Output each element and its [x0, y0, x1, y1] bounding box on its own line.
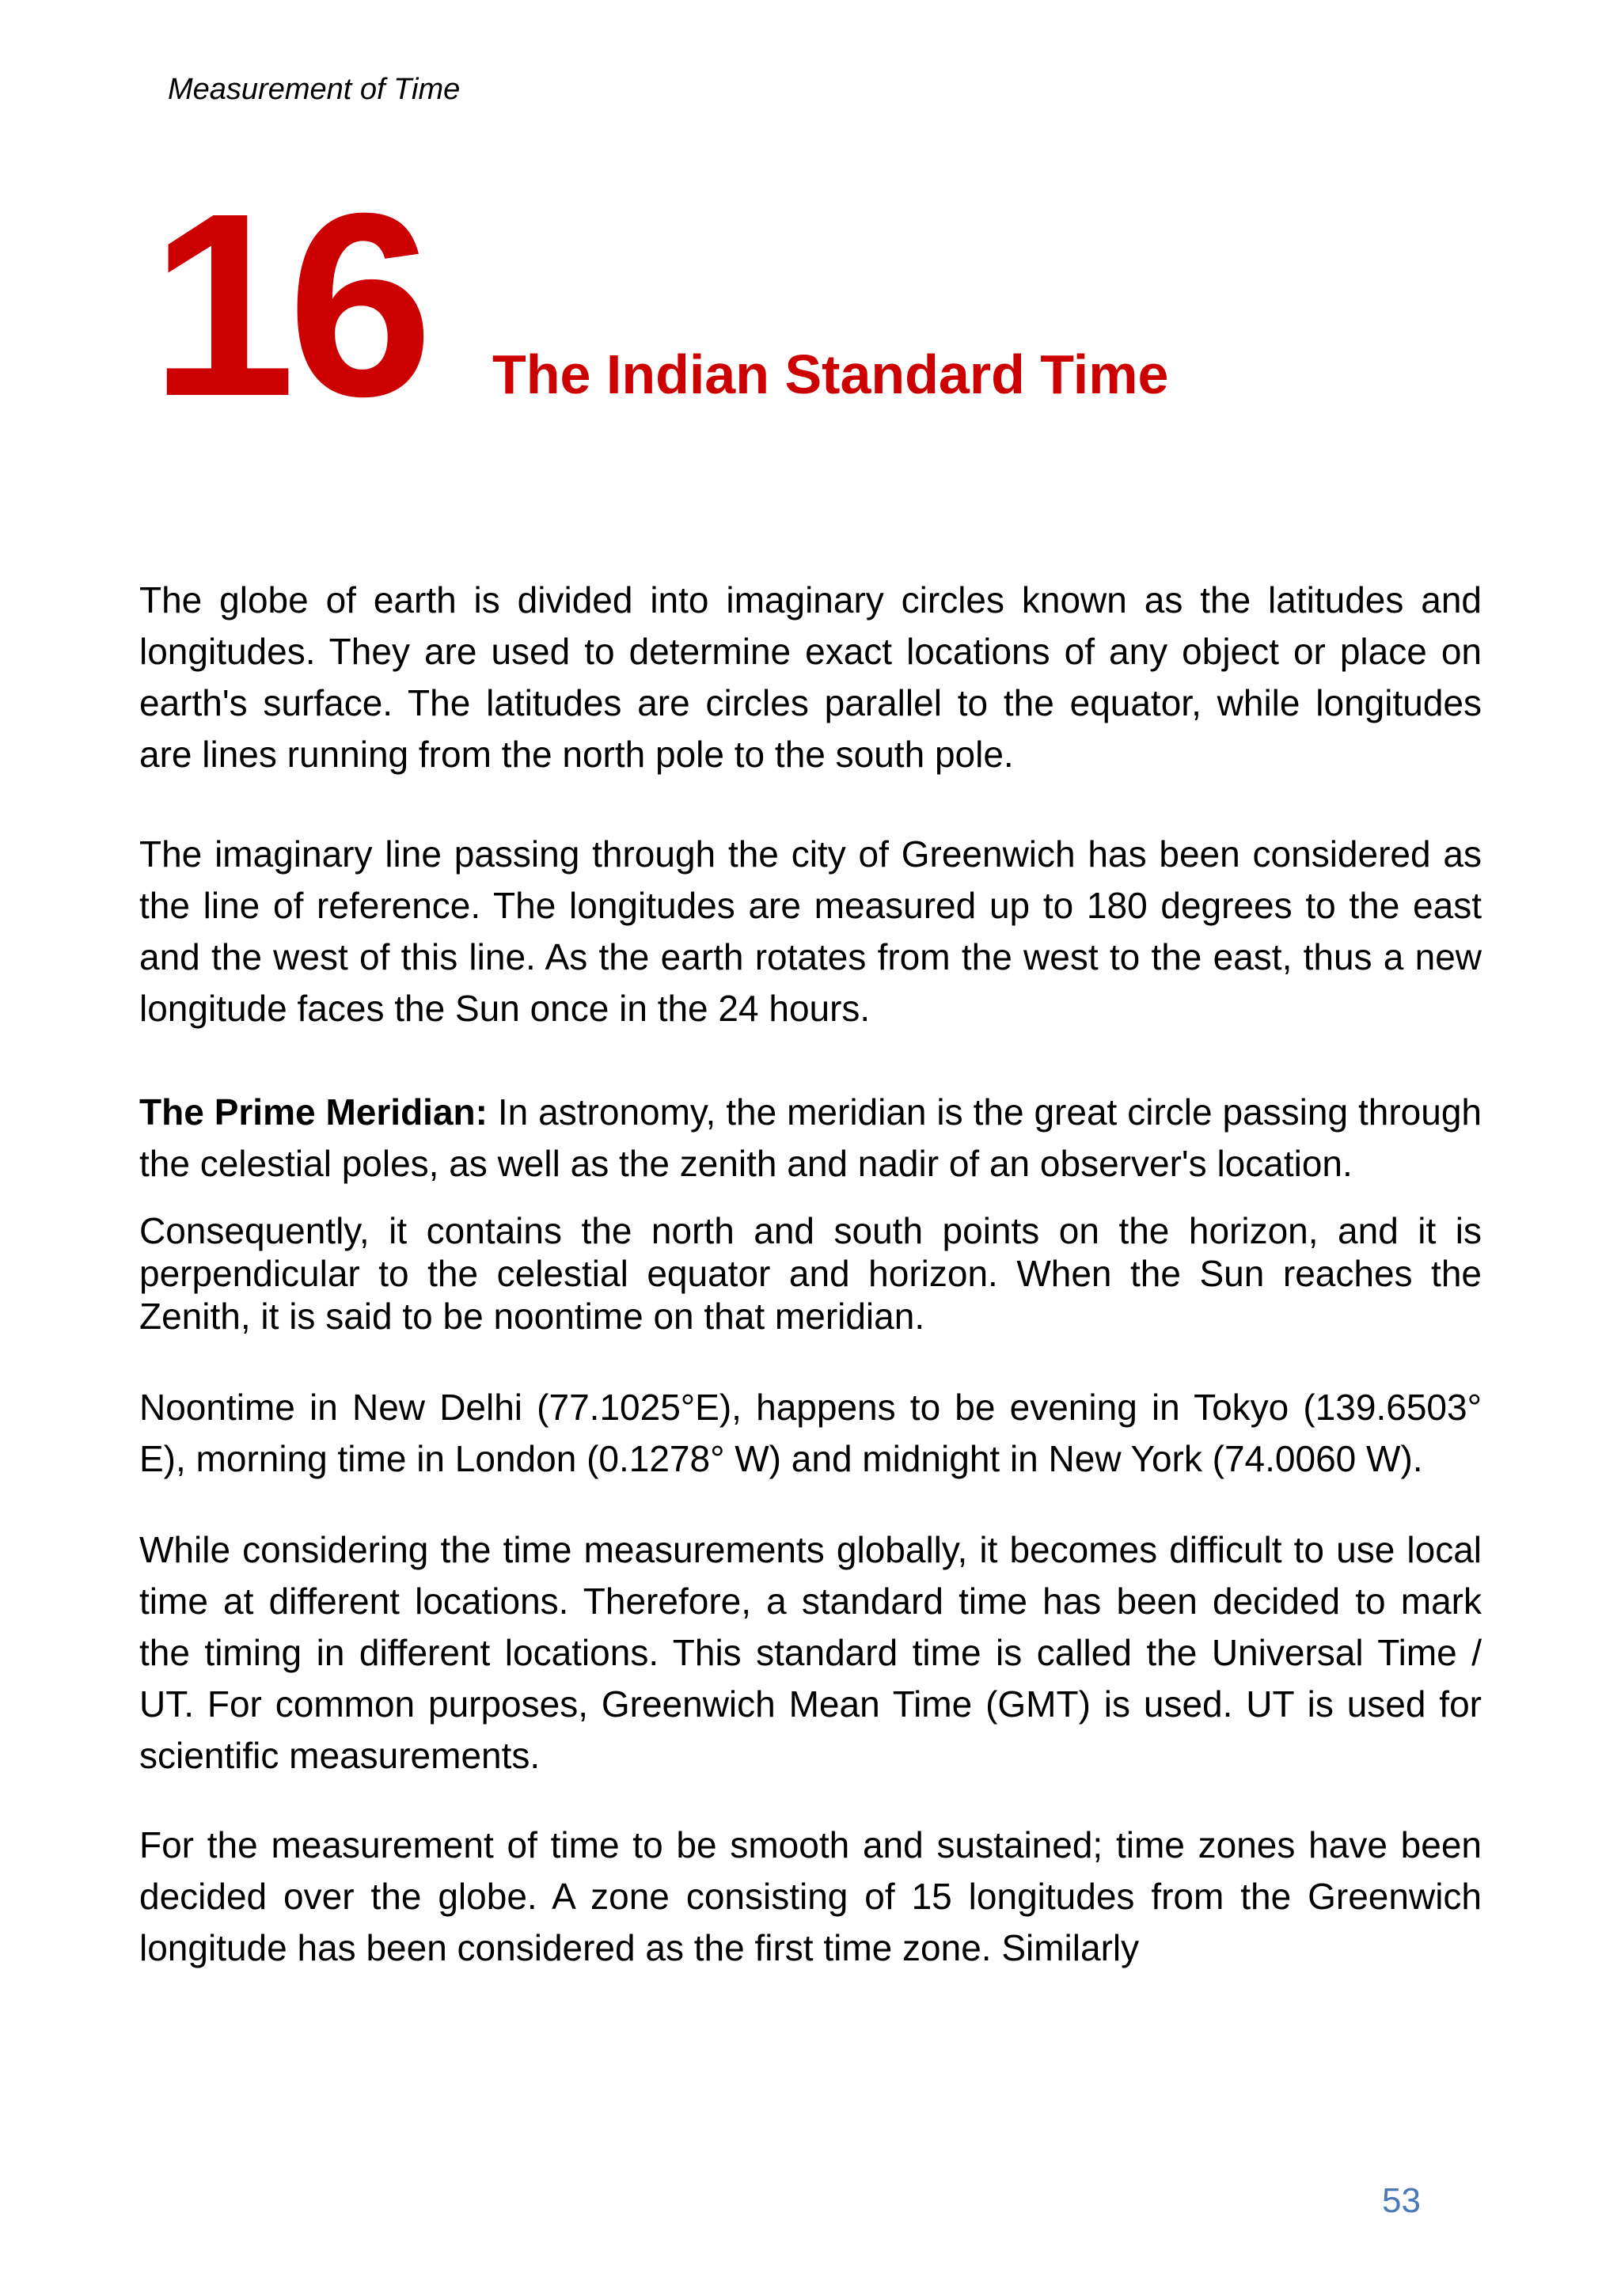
running-header: Measurement of Time: [168, 73, 461, 106]
paragraph-latitudes-longitudes: The globe of earth is divided into imaginary circles known as the latitudes and longitudes. They are used to determine exact locations of any object or place on earth's surface. The latitudes are circles parallel to the equator, while longitudes are lines running from the north pole to the south pole.: [139, 579, 1482, 775]
body-text: [139, 575, 1482, 1974]
paragraph-universal-time: While considering the time measurements globally, it becomes difficult to use local time at different locations. Therefore, a standard time has been decided to mark the timing in different locations. This standard time is called the Universal Time / UT. For common purposes, Greenwich Mean Time (GMT) is used. UT is used for scientific measurements.: [139, 1529, 1482, 1776]
paragraph-greenwich-reference: The imaginary line passing through the city of Greenwich has been considered as the line of reference. The longitudes are measured up to 180 degrees to the east and the west of this line. As the earth rotates from the west to the east, thus a new longitude faces the Sun once in the 24 hours.: [139, 833, 1482, 1029]
paragraph-prime-meridian: [139, 1087, 1482, 1190]
chapter-number: 16: [150, 158, 426, 450]
prime-meridian-definition: In astronomy, the meridian is the great circle passing through the celestial poles, as well as the zenith and nadir of an observer's location.: [139, 1091, 1482, 1184]
paragraph-noontime-examples: Noontime in New Delhi (77.1025°E), happens to be evening in Tokyo (139.6503° E), morning time in London (0.1278° W) and midnight in New York (74.0060 W).: [139, 1387, 1482, 1479]
page-number: 53: [1382, 2181, 1421, 2220]
prime-meridian-term: The Prime Meridian:: [139, 1091, 488, 1133]
chapter-title: The Indian Standard Time: [492, 343, 1169, 405]
paragraph-time-zones: For the measurement of time to be smooth and sustained; time zones have been decided over the globe. A zone consisting of 15 longitudes from the Greenwich longitude has been considered as the first time zone. Similarly: [139, 1824, 1482, 1968]
paragraph-meridian-consequence: Consequently, it contains the north and south points on the horizon, and it is perpendicular to the celestial equator and horizon. When the Sun reaches the Zenith, it is said to be noontime on that meridian.: [139, 1210, 1482, 1337]
